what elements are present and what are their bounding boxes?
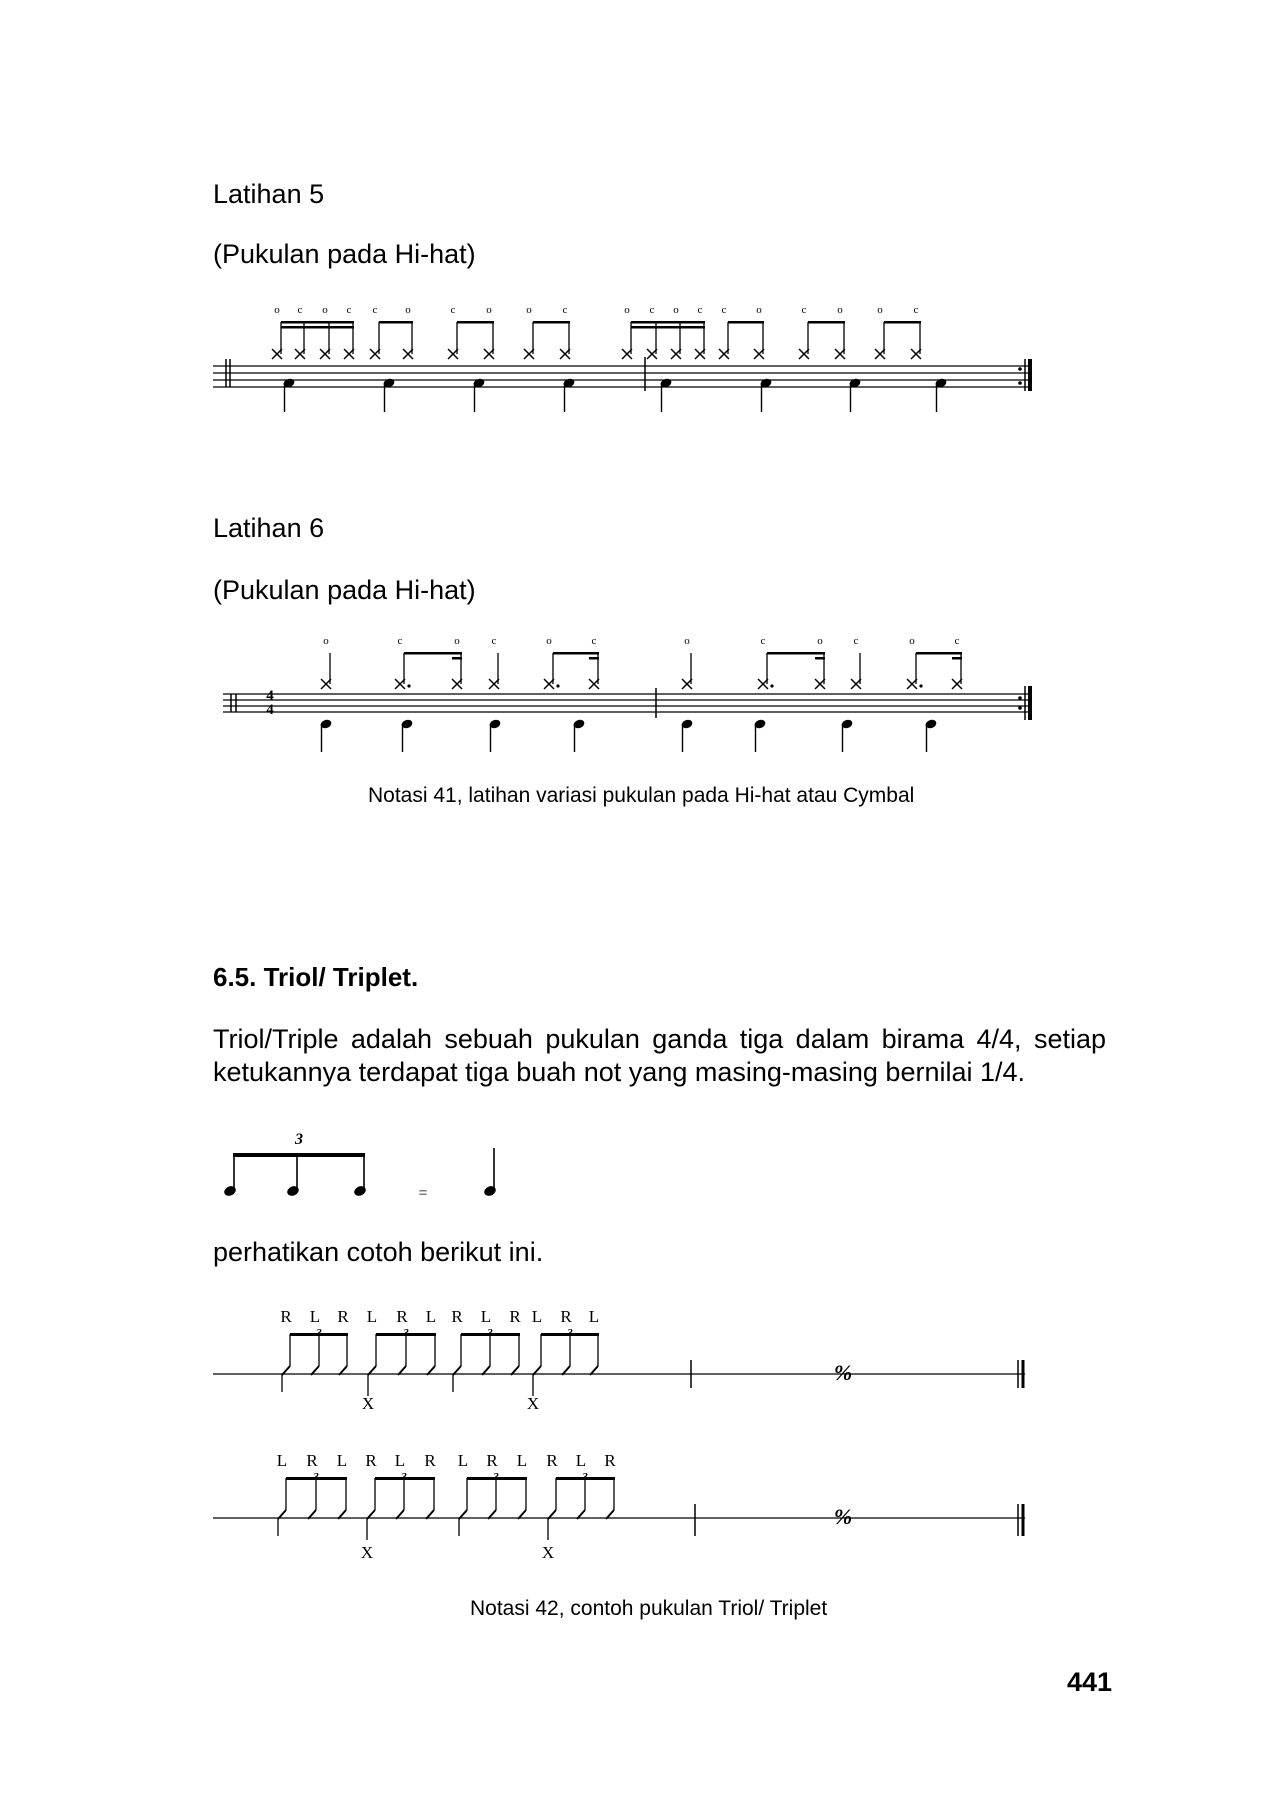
hi-hat-open-close-mark: c <box>562 304 568 316</box>
hi-hat-open-close-mark: o <box>526 304 532 316</box>
sticking-letter: R <box>546 1451 558 1470</box>
triplet-example-row2 <box>213 1440 1036 1575</box>
beam <box>281 321 354 324</box>
hi-hat-open-close-mark: o <box>684 635 690 647</box>
beam <box>281 326 354 329</box>
beam <box>379 321 413 324</box>
beam <box>589 657 599 660</box>
tuplet-number: 3 <box>567 1327 573 1339</box>
dot <box>556 684 559 687</box>
section-heading: 6.5. Triol/ Triplet. <box>213 962 419 992</box>
sticking-letter: L <box>336 1451 348 1470</box>
hi-hat-open-close-mark: o <box>322 304 328 316</box>
hi-hat-open-close-mark: c <box>450 304 456 316</box>
tuplet-number: 3 <box>582 1471 588 1483</box>
end-repeat-barline <box>1018 359 1030 391</box>
beam <box>631 326 705 329</box>
hi-hat-open-close-mark: o <box>673 304 679 316</box>
beam <box>884 321 921 324</box>
sticking-letter: R <box>509 1307 521 1326</box>
time-signature-top: 4 <box>266 688 274 704</box>
latihan6-notation <box>213 628 1036 758</box>
hi-hat-open-close-mark: o <box>405 304 411 316</box>
sticking-letter: L <box>588 1307 600 1326</box>
bass-drum-accent-mark: X <box>361 1394 375 1413</box>
repeat-measure-sign: % <box>833 1504 853 1529</box>
bass-drum-accent-mark: X <box>541 1543 555 1562</box>
time-signature <box>266 688 274 718</box>
beam <box>233 1153 365 1157</box>
section-paragraph: Triol/Triple adalah sebuah pukulan ganda tiga dalam birama 4/4, setiap ketukannya terdapat tiga buah not yang masing-masing bernilai 1/4. <box>213 1024 1106 1087</box>
hi-hat-open-close-mark: o <box>756 304 762 316</box>
repeat-measure-sign: % <box>833 1360 853 1385</box>
time-signature-bottom: 4 <box>266 702 274 718</box>
sticking-letter: L <box>276 1451 288 1470</box>
hi-hat-open-close-mark: c <box>297 304 303 316</box>
bass-drum-accent-mark: X <box>526 1394 540 1413</box>
hi-hat-open-close-mark: c <box>697 304 703 316</box>
end-repeat-barline <box>1018 686 1030 720</box>
sticking-letter: L <box>394 1451 406 1470</box>
sticking-letter: L <box>309 1307 321 1326</box>
dot <box>407 684 410 687</box>
sticking-letter: L <box>425 1307 437 1326</box>
hi-hat-open-close-mark: o <box>877 304 883 316</box>
sticking-letter: R <box>306 1451 318 1470</box>
start-barline <box>231 694 236 712</box>
beam <box>553 652 599 655</box>
triplet-equation <box>213 1118 533 1208</box>
staff-lines <box>213 366 1031 387</box>
hi-hat-open-close-mark: o <box>817 635 823 647</box>
beam <box>808 321 845 324</box>
equals-sign: = <box>418 1185 428 1202</box>
beam <box>916 652 962 655</box>
tuplet-number: 3 <box>316 1327 322 1339</box>
latihan5-subtitle: (Pukulan pada Hi-hat) <box>213 239 476 269</box>
hi-hat-open-close-mark: c <box>649 304 655 316</box>
eighth-note <box>223 1184 238 1197</box>
end-barline <box>1018 1504 1023 1536</box>
tuplet-number: 3 <box>295 1131 303 1148</box>
hi-hat-open-close-mark: o <box>624 304 630 316</box>
staff-lines <box>223 694 1031 712</box>
sticking-letter: R <box>280 1307 292 1326</box>
latihan5-notation <box>213 295 1036 420</box>
sticking-letter: R <box>560 1307 572 1326</box>
tuplet-number: 3 <box>313 1471 319 1483</box>
hi-hat-open-close-mark: c <box>801 304 807 316</box>
beam <box>728 321 764 324</box>
beam <box>767 652 825 655</box>
quarter-note <box>483 1184 498 1197</box>
hi-hat-open-close-mark: c <box>346 304 352 316</box>
hi-hat-open-close-mark: c <box>954 635 960 647</box>
hi-hat-open-close-mark: o <box>486 304 492 316</box>
hi-hat-open-close-mark: c <box>913 304 919 316</box>
hi-hat-open-close-mark: o <box>454 635 460 647</box>
sticking-letter: L <box>457 1451 469 1470</box>
dot <box>919 684 922 687</box>
tuplet-number: 3 <box>401 1471 407 1483</box>
hi-hat-open-close-mark: c <box>491 635 497 647</box>
hi-hat-open-close-mark: c <box>721 304 727 316</box>
hi-hat-open-close-mark: o <box>837 304 843 316</box>
latihan6-title: Latihan 6 <box>213 513 325 543</box>
hi-hat-open-close-mark: o <box>323 635 329 647</box>
hi-hat-open-close-mark: o <box>546 635 552 647</box>
page-number: 441 <box>1067 1667 1113 1697</box>
hi-hat-open-close-mark: c <box>591 635 597 647</box>
sticking-letter: R <box>396 1307 408 1326</box>
hi-hat-open-close-mark: c <box>397 635 403 647</box>
hi-hat-open-close-mark: o <box>909 635 915 647</box>
tuplet-number: 3 <box>487 1327 493 1339</box>
hi-hat-open-close-mark: c <box>760 635 766 647</box>
beam <box>815 657 825 660</box>
sticking-letter: R <box>486 1451 498 1470</box>
beam <box>533 321 570 324</box>
beam <box>631 321 705 324</box>
latihan6-subtitle: (Pukulan pada Hi-hat) <box>213 575 476 605</box>
sticking-letter: R <box>451 1307 463 1326</box>
beam <box>952 657 962 660</box>
hi-hat-open-close-mark: o <box>274 304 280 316</box>
latihan5-title: Latihan 5 <box>213 179 325 209</box>
tuplet-number: 3 <box>403 1327 409 1339</box>
triplet-example-row1 <box>213 1296 1036 1426</box>
eighth-note <box>353 1184 368 1197</box>
sticking-letter: L <box>575 1451 587 1470</box>
hi-hat-open-close-mark: c <box>853 635 859 647</box>
sticking-letter: L <box>366 1307 378 1326</box>
beam <box>457 321 494 324</box>
hi-hat-open-close-mark: c <box>372 304 378 316</box>
bass-drum-accent-mark: X <box>360 1543 374 1562</box>
example-intro: perhatikan cotoh berikut ini. <box>213 1237 544 1267</box>
dot <box>770 684 773 687</box>
sticking-letter: R <box>365 1451 377 1470</box>
caption-notasi-42: Notasi 42, contoh pukulan Triol/ Triplet <box>470 1597 828 1620</box>
sticking-letter: R <box>424 1451 436 1470</box>
tuplet-number: 3 <box>493 1471 499 1483</box>
sticking-letter: L <box>531 1307 543 1326</box>
beam <box>404 652 462 655</box>
sticking-letter: L <box>480 1307 492 1326</box>
sticking-letter: R <box>604 1451 616 1470</box>
sticking-letter: L <box>516 1451 528 1470</box>
beam <box>452 657 462 660</box>
sticking-letter: R <box>337 1307 349 1326</box>
caption-notasi-41: Notasi 41, latihan variasi pukulan pada Hi-hat atau Cymbal <box>368 784 915 807</box>
eighth-note <box>286 1184 301 1197</box>
